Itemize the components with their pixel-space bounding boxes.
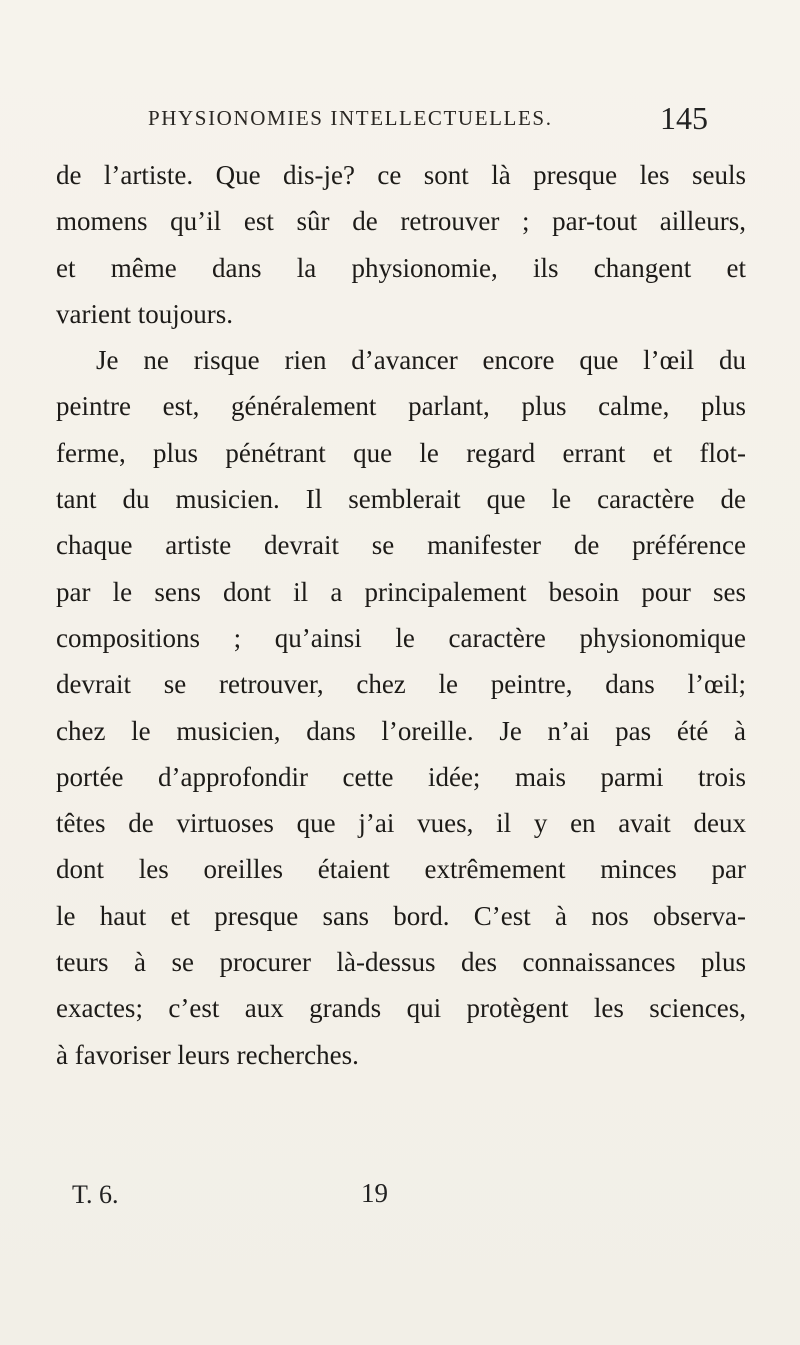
text-line: chaque artiste devrait se manifester de préférence xyxy=(56,530,746,561)
signature-mark: 19 xyxy=(361,1178,388,1208)
text-line: de l’artiste. Que dis-je? ce sont là presque les seuls xyxy=(56,160,746,190)
text-line: chez le musicien, dans l’oreille. Je n’ai pas été à xyxy=(56,715,746,746)
text-line: Je ne risque rien d’avancer encore que l’œil du xyxy=(96,345,746,376)
text-line: tant du musicien. Il semblerait que le caractère de xyxy=(56,484,746,515)
volume-mark: T. 6. xyxy=(72,1180,119,1209)
text-line: dont les oreilles étaient extrêmement minces par xyxy=(56,854,746,885)
text-line: le haut et presque sans bord. C’est à nos observa- xyxy=(56,900,746,931)
body-text xyxy=(56,152,746,1078)
text-line: et même dans la physionomie, ils changent et xyxy=(56,252,746,283)
running-head xyxy=(148,100,708,140)
text-line: devrait se retrouver, chez le peintre, dans l’œil; xyxy=(56,669,746,700)
text-line: varient toujours. xyxy=(56,298,233,329)
running-title: PHYSIONOMIES INTELLECTUELLES. xyxy=(148,106,553,130)
text-line: têtes de virtuoses que j’ai vues, il y en avait deux xyxy=(56,808,746,839)
text-line: ferme, plus pénétrant que le regard errant et flot- xyxy=(56,437,746,468)
page-number: 145 xyxy=(660,100,708,136)
text-line: peintre est, généralement parlant, plus calme, plus xyxy=(56,391,746,422)
text-line: portée d’approfondir cette idée; mais parmi trois xyxy=(56,761,746,792)
text-line: momens qu’il est sûr de retrouver ; par-tout ailleurs, xyxy=(56,206,746,237)
text-line: par le sens dont il a principalement besoin pour ses xyxy=(56,576,746,607)
text-line: teurs à se procurer là-dessus des connaissances plus xyxy=(56,947,746,978)
text-line: à favoriser leurs recherches. xyxy=(56,1039,359,1070)
text-line: exactes; c’est aux grands qui protègent les sciences, xyxy=(56,993,746,1024)
text-line: compositions ; qu’ainsi le caractère physionomique xyxy=(56,622,746,653)
